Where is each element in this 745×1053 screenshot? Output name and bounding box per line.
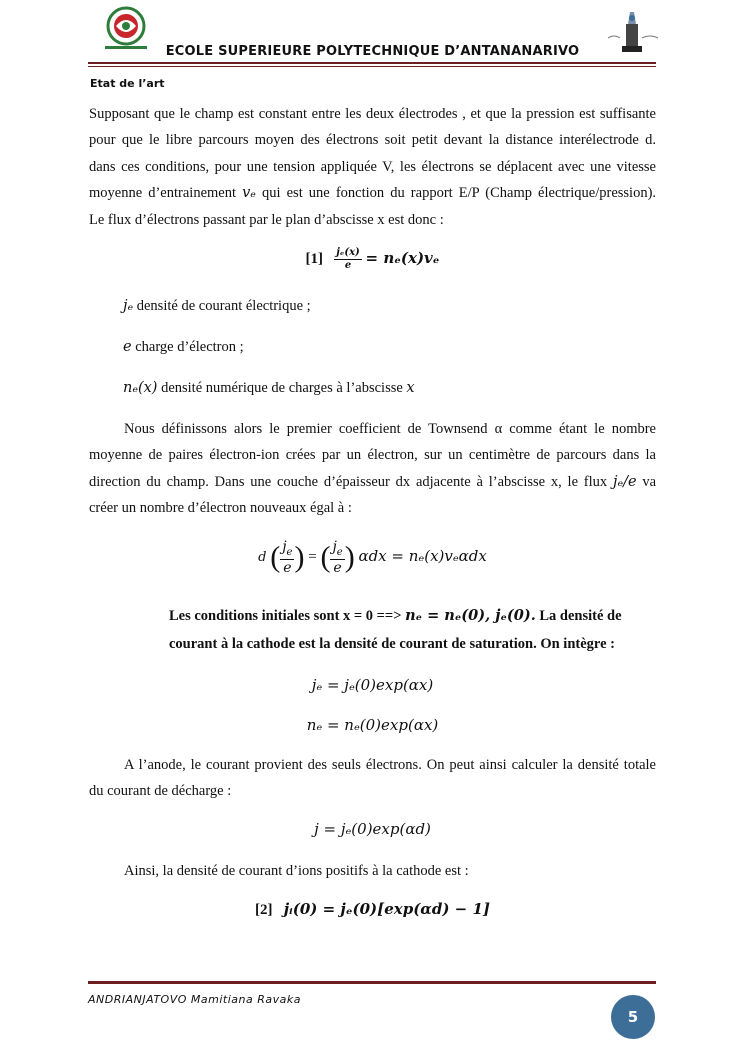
text-line: créer un nombre d’électron nouveaux égal à : — [89, 500, 352, 517]
paragraph-1 — [89, 101, 656, 233]
equation-je: jₑ = jₑ(0)exp(αx) — [311, 676, 434, 694]
page-number-badge: 5 — [611, 995, 655, 1039]
text-line: moyenne d’entrainement vₑ qui est une fonction du rapport E/P (Champ électrique/pression). — [89, 185, 657, 202]
school-name: ECOLE SUPERIEURE POLYTECHNIQUE D’ANTANANARIVO — [165, 44, 580, 59]
header-rule — [88, 62, 656, 64]
paragraph-4: Ainsi, la densité de courant d’ions positifs à la cathode est : — [124, 863, 469, 879]
text-line: Nous définissons alors le premier coefficient de Townsend α comme étant le nombre — [124, 421, 656, 437]
text-line: dans ces conditions, pour une tension appliquée V, les électrons se déplacent avec une vitesse — [89, 158, 656, 175]
text-line: du courant de décharge : — [89, 783, 232, 800]
author-name: ANDRIANJATOVO Mamitiana Ravaka — [88, 993, 301, 1006]
equation-2: [2] jᵢ(0) = jₑ(0)[exp(αd) − 1] — [255, 900, 490, 918]
equation-1: [1] $\frac{\text{jₑ(x)}}{e}$ = nₑ(x)vₑ — [305, 247, 440, 271]
equation-differential: d ( $\frac{j_e}{e}$ ) = ( $\frac{j_e}{e}$ ) αdx = nₑ(x)vₑαdx — [258, 539, 487, 576]
definition-e: e charge d’électron ; — [123, 339, 244, 355]
definition-ne: nₑ(x) densité numérique de charges à l’abscisse x — [123, 380, 415, 396]
header-rule-thin — [88, 66, 656, 67]
section-title: Etat de l’art — [90, 77, 165, 90]
text-line: moyenne de paires électron-ion crées par un électron, sur un centimètre de parcours dans la — [89, 447, 656, 464]
text-line: direction du champ. Dans une couche d’épaisseur dx adjacente à l’abscisse x, le flux jₑ/e va — [89, 473, 657, 490]
department-logo-right — [604, 8, 662, 62]
equation-j: j = jₑ(0)exp(αd) — [314, 820, 431, 838]
text-line: Supposant que le champ est constant entre les deux électrodes , et que la pression est suffisante — [89, 106, 656, 122]
paragraph-2 — [89, 416, 656, 522]
text-line: Le flux d’électrons passant par le plan d’abscisse x est donc : — [89, 211, 444, 228]
equation-ne: nₑ = nₑ(0)exp(αx) — [306, 716, 439, 734]
initial-conditions: Les conditions initiales sont x = 0 ==> nₑ = nₑ(0), jₑ(0). La densité de courant à la cathode est la densité de courant de saturation. On intègre : — [169, 607, 622, 652]
text-line: pour que le libre parcours moyen des électrons soit petit devant la distance interélectrode d. — [89, 132, 656, 149]
paragraph-3 — [89, 752, 656, 805]
footer-rule — [88, 981, 656, 984]
text-line: A l’anode, le courant provient des seuls électrons. On peut ainsi calculer la densité totale — [124, 757, 656, 773]
definition-je: jₑ densité de courant électrique ; — [123, 298, 311, 314]
school-logo-left — [99, 6, 153, 52]
